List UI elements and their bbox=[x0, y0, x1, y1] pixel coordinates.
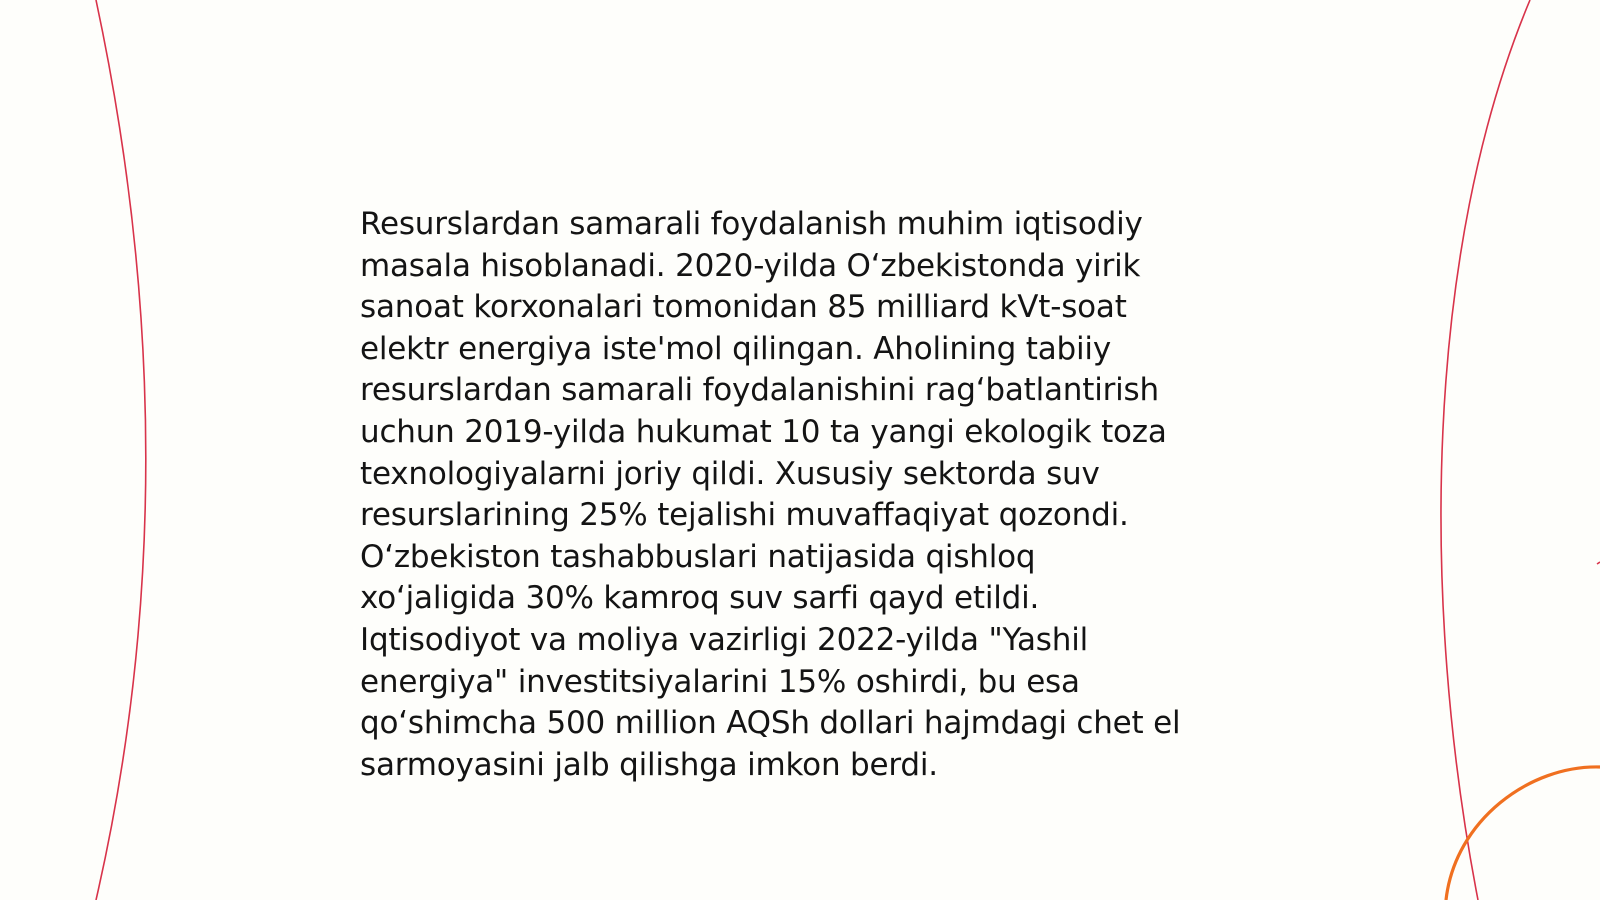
orange-accent-arc bbox=[1446, 767, 1600, 900]
paragraph-line: texnologiyalarni joriy qildi. Xususiy sektorda suv bbox=[360, 455, 1100, 492]
paragraph-line: sarmoyasini jalb qilishga imkon berdi. bbox=[360, 746, 938, 783]
paragraph-line: sanoat korxonalari tomonidan 85 milliard kVt-soat bbox=[360, 289, 1127, 326]
left-curve-line bbox=[96, 0, 146, 900]
paragraph-line: resurslarining 25% tejalishi muvaffaqiyat qozondi. bbox=[360, 497, 1129, 534]
paragraph-line: uchun 2019-yilda hukumat 10 ta yangi ekologik toza bbox=[360, 413, 1167, 450]
paragraph-line: Resurslardan samarali foydalanish muhim iqtisodiy bbox=[360, 206, 1143, 242]
paragraph-line: energiya" investitsiyalarini 15% oshirdi, bu esa bbox=[360, 663, 1080, 700]
paragraph-line: masala hisoblanadi. 2020-yilda O‘zbekistonda yirik bbox=[360, 247, 1141, 284]
paragraph-line: resurslardan samarali foydalanishini rag‘batlantirish bbox=[360, 372, 1159, 409]
paragraph-line: O‘zbekiston tashabbuslari natijasida qishloq bbox=[360, 538, 1036, 575]
paragraph-line: Iqtisodiyot va moliya vazirligi 2022-yilda "Yashil bbox=[360, 621, 1089, 658]
paragraph-line: elektr energiya iste'mol qilingan. Aholining tabiiy bbox=[360, 330, 1111, 367]
right-curve-line bbox=[1441, 0, 1530, 900]
paragraph-line: xo‘jaligida 30% kamroq suv sarfi qayd etildi. bbox=[360, 580, 1040, 617]
body-paragraph bbox=[360, 204, 1240, 786]
paragraph-line: qo‘shimcha 500 million AQSh dollari hajmdagi chet el bbox=[360, 705, 1181, 742]
